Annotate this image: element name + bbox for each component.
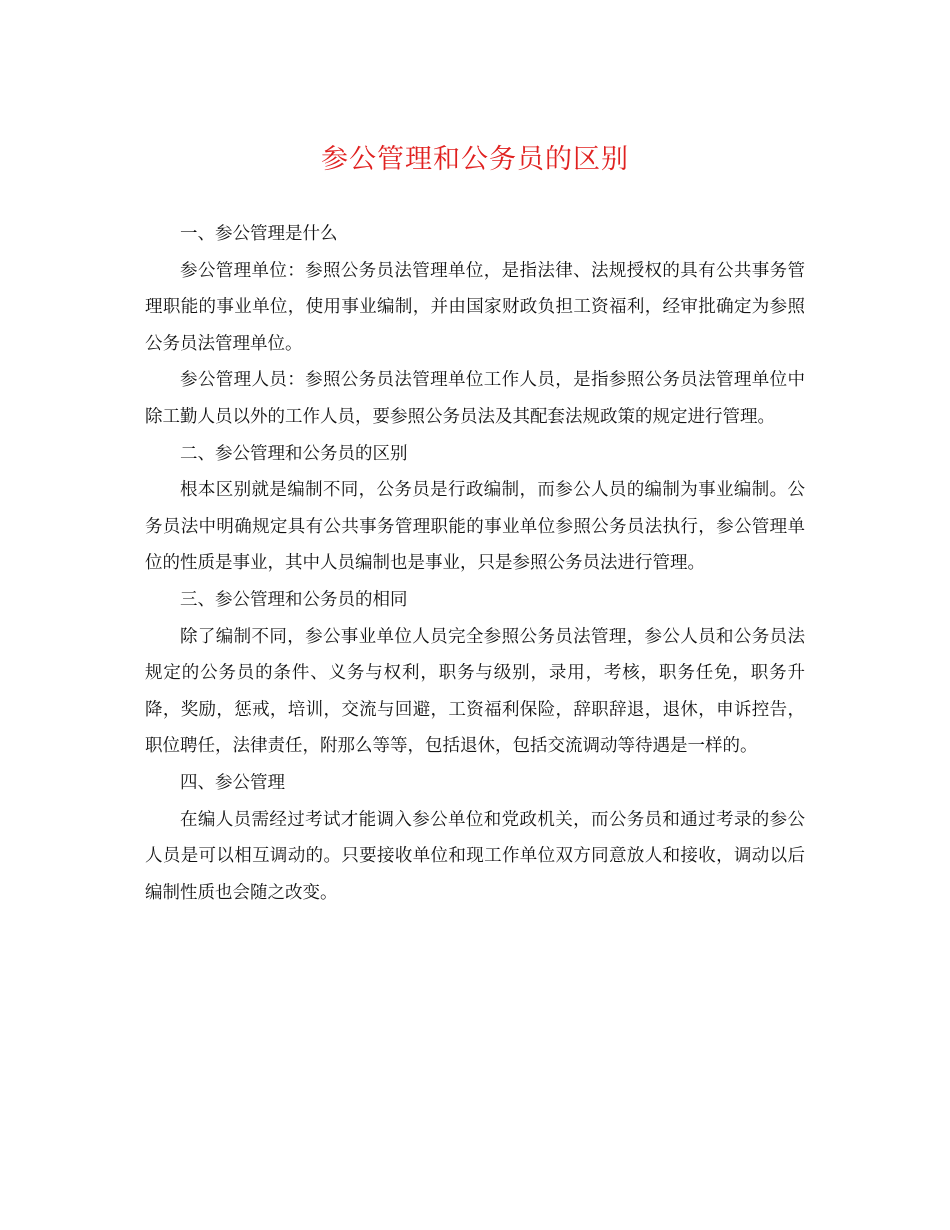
document-title: 参公管理和公务员的区别 bbox=[321, 144, 629, 175]
paragraph-difference: 根本区别就是编制不同，公务员是行政编制，而参公人员的编制为事业编制。公务员法中明确规定具有公共事务管理职能的事业单位参照公务员法执行，参公管理单位的性质是事业，其中人员编制也是事业，只是参照公务员法进行管理。 bbox=[145, 480, 805, 574]
document-body bbox=[145, 216, 805, 911]
section-heading-2: 二、参公管理和公务员的区别 bbox=[180, 443, 408, 464]
section-heading-3: 三、参公管理和公务员的相同 bbox=[180, 589, 408, 610]
paragraph-unit-definition: 参公管理单位：参照公务员法管理单位，是指法律、法规授权的具有公共事务管理职能的事业单位，使用事业编制，并由国家财政负担工资福利，经审批确定为参照公务员法管理单位。 bbox=[145, 260, 805, 354]
paragraph-personnel-definition: 参公管理人员：参照公务员法管理单位工作人员，是指参照公务员法管理单位中除工勤人员以外的工作人员，要参照公务员法及其配套法规政策的规定进行管理。 bbox=[145, 370, 805, 427]
section-heading-4: 四、参公管理 bbox=[180, 772, 285, 793]
paragraph-similarity: 除了编制不同，参公事业单位人员完全参照公务员法管理，参公人员和公务员法规定的公务员的条件、义务与权利，职务与级别，录用，考核，职务任免，职务升降，奖励，惩戒，培训，交流与回避，工资福利保险，辞职辞退，退休，申诉控告，职位聘任，法律责任，附那么等等，包括退休，包括交流调动等待遇是一样的。 bbox=[145, 626, 805, 757]
section-heading-1: 一、参公管理是什么 bbox=[180, 224, 338, 244]
paragraph-transfer: 在编人员需经过考试才能调入参公单位和党政机关，而公务员和通过考录的参公人员是可以相互调动的。只要接收单位和现工作单位双方同意放人和接收，调动以后编制性质也会随之改变。 bbox=[145, 809, 805, 903]
